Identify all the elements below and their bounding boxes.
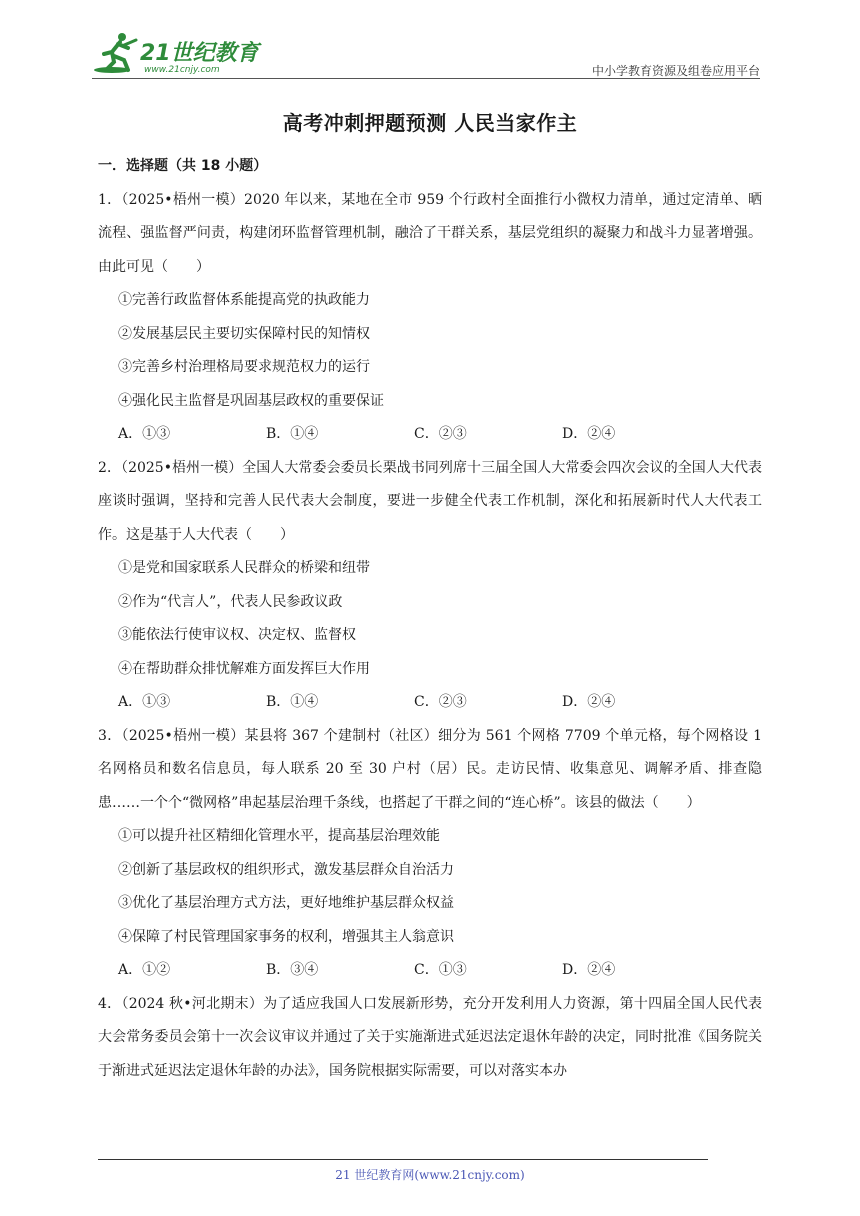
logo-text: 21世纪教育 [140, 41, 259, 66]
question-number: 4． [98, 995, 122, 1012]
answer-choices [98, 418, 762, 452]
statement-option: ③能依法行使审议权、决定权、监督权 [118, 627, 356, 643]
answer-choice-b: B．①④ [266, 426, 319, 442]
answer-choice-c: C．②③ [414, 694, 467, 710]
answer-choice-d: D．②④ [562, 694, 616, 710]
footer-divider [98, 1159, 708, 1160]
page-title: 高考冲刺押题预测 人民当家作主 [282, 111, 578, 135]
statement-option: ①可以提升社区精细化管理水平，提高基层治理效能 [118, 828, 440, 844]
question-number: 1． [98, 191, 122, 208]
site-logo [92, 32, 262, 76]
answer-choice-d: D．②④ [562, 962, 616, 978]
question-1 [98, 184, 762, 452]
statement-option: ②创新了基层政权的组织形式，激发基层群众自治活力 [118, 861, 454, 878]
answer-choice-c: C．①③ [414, 962, 467, 978]
header-divider [92, 78, 760, 79]
answer-choices [98, 954, 762, 988]
statement-option: ②作为“代言人”，代表人民参政议政 [118, 593, 343, 610]
footer-text: 21 世纪教育网(www.21cnjy.com) [335, 1168, 525, 1182]
question-text [98, 720, 762, 821]
answer-choice-a: A．①③ [118, 426, 171, 442]
answer-choices [98, 686, 762, 720]
answer-choice-b: B．③④ [266, 962, 319, 978]
question-number: 2． [98, 459, 122, 476]
question-2 [98, 452, 762, 720]
running-figure-icon [92, 32, 262, 76]
statement-option: ④在帮助群众排忧解难方面发挥巨大作用 [118, 660, 370, 677]
page-header [92, 22, 760, 80]
statement-option: ③优化了基层治理方式方法，更好地维护基层群众权益 [118, 895, 454, 911]
question-4 [98, 988, 762, 1089]
question-stem: （2025•梧州一模）某县将 367 个建制村（社区）细分为 561 个网格 7709 个单元格，每个网格设 1 名网格员和数名信息员，每人联系 20 至 30 户村（居）民。走访民情、收集意见、调解矛盾、排查隐患……一个个“微网格”串起基层治理千条线，也搭起了干群之间的“连心桥”。该县的做法（ ） [98, 727, 762, 811]
statement-option: ①是党和国家联系人民群众的桥梁和纽带 [118, 560, 370, 576]
question-number: 3． [98, 727, 122, 744]
statement-option: ④保障了村民管理国家事务的权利，增强其主人翁意识 [118, 928, 454, 945]
answer-choice-a: A．①② [118, 962, 171, 978]
answer-choice-d: D．②④ [562, 426, 616, 442]
answer-choice-b: B．①④ [266, 694, 319, 710]
statement-option: ③完善乡村治理格局要求规范权力的运行 [118, 359, 370, 375]
question-text [98, 452, 762, 553]
question-3 [98, 720, 762, 988]
answer-choice-a: A．①③ [118, 694, 171, 710]
question-stem: （2025•梧州一模）2020 年以来，某地在全市 959 个行政村全面推行小微权力清单，通过定清单、晒流程、强监督严问责，构建闭环监督管理机制，融洽了干群关系，基层党组织的凝聚力和战斗力显著增强。由此可见（ ） [98, 191, 762, 275]
statement-option: ①完善行政监督体系能提高党的执政能力 [118, 292, 370, 308]
question-text [98, 184, 762, 285]
question-text [98, 988, 762, 1089]
question-stem: （2024 秋•河北期末）为了适应我国人口发展新形势，充分开发利用人力资源，第十四届全国人民代表大会常务委员会第十一次会议审议并通过了关于实施渐进式延迟法定退休年龄的决定，同时批准《国务院关于渐进式延迟法定退休年龄的办法》，国务院根据实际需要，可以对落实本办 [98, 995, 762, 1079]
statement-option: ②发展基层民主要切实保障村民的知情权 [118, 325, 370, 342]
logo-url: www.21cnjy.com [144, 65, 220, 75]
question-list [98, 150, 762, 1088]
statement-option: ④强化民主监督是巩固基层政权的重要保证 [118, 392, 384, 409]
section-heading: 一．选择题（共 18 小题） [98, 158, 268, 174]
platform-name: 中小学教育资源及组卷应用平台 [591, 64, 760, 78]
question-stem: （2025•梧州一模）全国人大常委会委员长栗战书同列席十三届全国人大常委会四次会议的全国人大代表座谈时强调，坚持和完善人民代表大会制度，要进一步健全代表工作机制，深化和拓展新时代人大代表工作。这是基于人大代表（ ） [98, 459, 762, 543]
answer-choice-c: C．②③ [414, 426, 467, 442]
